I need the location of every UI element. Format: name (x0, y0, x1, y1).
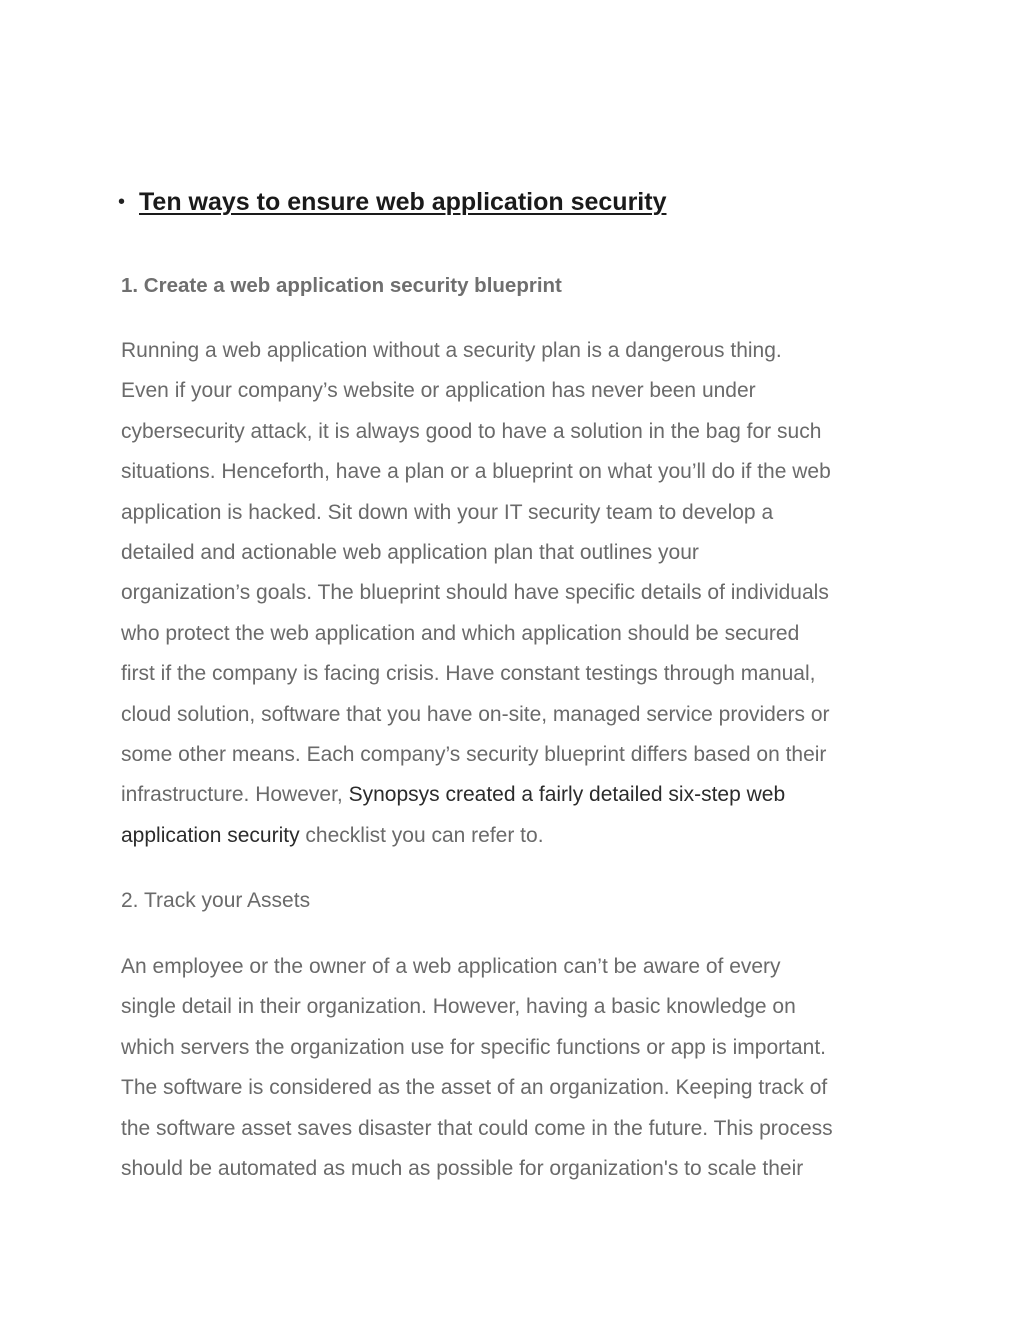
paragraph-line: The software is considered as the asset of an organization. Keeping track of (121, 1076, 828, 1100)
paragraph-line: application is hacked. Sit down with your IT security team to develop a (121, 500, 774, 524)
paragraph-line: who protect the web application and which application should be secured (121, 621, 800, 645)
section-1-paragraph (121, 331, 921, 856)
section-2-paragraph (121, 947, 921, 1189)
paragraph-line: organization’s goals. The blueprint should have specific details of individuals (121, 581, 829, 605)
paragraph-line (121, 816, 921, 856)
synopsys-checklist-link[interactable]: Synopsys created a fairly detailed six-step web (348, 783, 786, 807)
paragraph-line: situations. Henceforth, have a plan or a blueprint on what you’ll do if the web (121, 460, 831, 484)
paragraph-line: should be automated as much as possible for organization's to scale their (121, 1157, 804, 1181)
paragraph-line: An employee or the owner of a web application can’t be aware of every (121, 955, 781, 978)
paragraph-line: single detail in their organization. However, having a basic knowledge on (121, 995, 796, 1019)
bullet-icon: • (118, 191, 126, 213)
section-1-heading: 1. Create a web application security blueprint (121, 274, 562, 297)
paragraph-line: some other means. Each company’s security blueprint differs based on their (121, 743, 827, 767)
paragraph-line: the software asset saves disaster that could come in the future. This process (121, 1116, 833, 1140)
paragraph-line: first if the company is facing crisis. Have constant testings through manual, (121, 662, 816, 686)
paragraph-line: cloud solution, software that you have on-site, managed service providers or (121, 702, 830, 726)
title-link[interactable]: Ten ways to ensure web application security (139, 188, 667, 216)
paragraph-text: infrastructure. However, (121, 783, 349, 807)
paragraph-text: checklist you can refer to. (299, 823, 544, 847)
title-list-item (118, 184, 666, 220)
synopsys-checklist-link-continued[interactable]: application security (121, 823, 300, 847)
paragraph-line: cybersecurity attack, it is always good to have a solution in the bag for such (121, 419, 822, 443)
paragraph-line: which servers the organization use for specific functions or app is important. (121, 1035, 827, 1059)
section-2-heading: 2. Track your Assets (121, 889, 311, 912)
paragraph-line: Even if your company’s website or application has never been under (121, 379, 756, 403)
paragraph-line (121, 775, 921, 815)
paragraph-line: Running a web application without a security plan is a dangerous thing. (121, 339, 782, 362)
paragraph-line: detailed and actionable web application plan that outlines your (121, 541, 699, 565)
